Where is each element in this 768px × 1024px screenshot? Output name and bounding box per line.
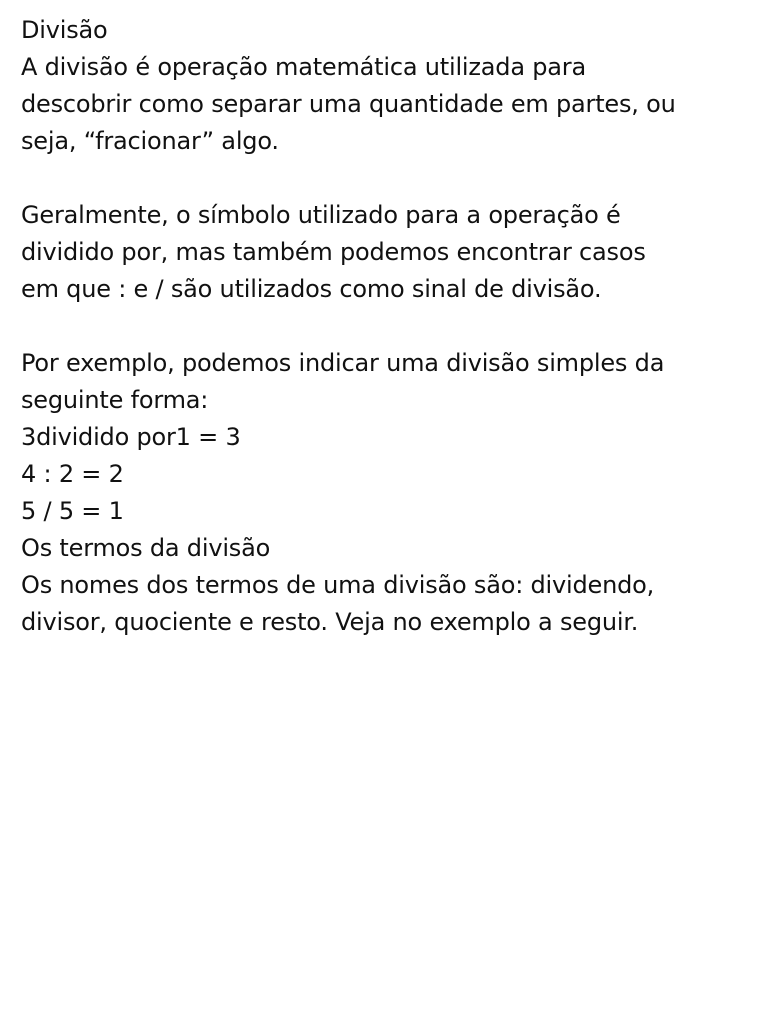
- paragraph-line: seguinte forma:: [21, 386, 209, 414]
- example-equation: 3dividido por1 = 3: [21, 423, 241, 451]
- paragraph-spacer: [21, 308, 761, 345]
- paragraph-terms: [21, 567, 761, 641]
- paragraph-line: Geralmente, o símbolo utilizado para a operação é: [21, 201, 621, 229]
- example-equation: 4 : 2 = 2: [21, 460, 124, 488]
- paragraph-spacer: [21, 160, 761, 197]
- paragraph-line: Os nomes dos termos de uma divisão são: dividendo,: [21, 571, 655, 599]
- paragraph-line: A divisão é operação matemática utilizada para: [21, 53, 586, 81]
- paragraph-line: descobrir como separar uma quantidade em partes, ou: [21, 90, 676, 118]
- section-heading: Os termos da divisão: [21, 534, 271, 562]
- paragraph-line: Por exemplo, podemos indicar uma divisão simples da: [21, 349, 665, 377]
- paragraph-line: dividido por, mas também podemos encontrar casos: [21, 238, 646, 266]
- paragraph-symbols: [21, 197, 761, 308]
- example-equation: 5 / 5 = 1: [21, 497, 124, 525]
- paragraph-intro: [21, 49, 761, 160]
- paragraph-line: seja, “fracionar” algo.: [21, 127, 279, 155]
- document-body: [21, 12, 761, 641]
- page-title: Divisão: [21, 16, 108, 44]
- paragraph-example-intro: [21, 345, 761, 419]
- paragraph-line: divisor, quociente e resto. Veja no exemplo a seguir.: [21, 608, 639, 636]
- paragraph-line: em que : e / são utilizados como sinal de divisão.: [21, 275, 602, 303]
- examples-list: [21, 419, 761, 530]
